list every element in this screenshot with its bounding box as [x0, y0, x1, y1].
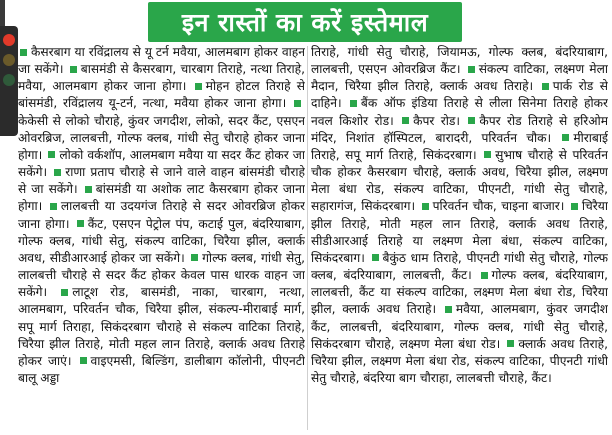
route-item: तिराहे, गांधी सेतु चौराहे, जियामऊ, गोल्फ क्लब, बंदरियाबाग, लालबत्ती, एसएन ओवरब्रिज कैंट।: [311, 45, 608, 77]
bullet-icon: [70, 66, 77, 73]
left-column: [18, 44, 305, 432]
route-item: वाइएमसी, बिल्डिंग, डालीबाग कॉलोनी, पीएनटी बालू अड्डा: [18, 353, 305, 385]
route-item: मोहन होटल तिराहे से बांसमंडी, रविंद्रालय यू-टर्न, नत्था, मवैया होकर जाना होगा।: [18, 79, 305, 111]
route-item: गोल्फ क्लब, गांधी सेतु, लालबत्ती चौराहे से सदर कैंट होकर केवल पास धारक वाहन जा सकेंगे।: [18, 250, 305, 300]
bullet-icon: [468, 117, 475, 124]
bullet-icon: [54, 169, 61, 176]
bullet-icon: [20, 49, 27, 56]
route-item: कैपर रोड तिराहे से हरिओम मंदिर, निशांत हॉस्पिटल, बारादरी, परिवर्तन चौक।: [311, 113, 608, 145]
route-item: कैपर रोड।: [413, 113, 460, 128]
bullet-icon: [350, 100, 357, 107]
route-item: मवैया, आलमबाग, कुंवर जगदीश कैंट, लालबत्ती, बंदरियाबाग, गोल्फ क्लब, गांधी सेतु चौराहे, सिकंदरबाग चौराहे, लक्ष्मण मेला बंधा रोड।: [311, 302, 608, 351]
route-item: लाटूश रोड, बासमंडी, नाका, चारबाग, नत्था, आलमबाग, परिवर्तन चौक, चिरैया झील, संकल्प-मीराबाई मार्ग, सपू मार्ग तिराहा, सिकंदरबाग चौराहे से संकल्प वाटिका तिराहे, चिरैया झील तिराहे, मोती महल लान तिराहे, क्लार्क अवध तिराहे होकर जाएं।: [18, 285, 305, 368]
bullet-icon: [372, 254, 379, 261]
amber-lamp-icon: [3, 54, 15, 66]
bullet-icon: [562, 134, 569, 141]
route-item: परिवर्तन चौक, चाइना बाजार।: [432, 199, 565, 214]
bullet-icon: [50, 203, 57, 210]
bullet-icon: [85, 186, 92, 193]
red-lamp-icon: [3, 34, 15, 46]
bullet-icon: [571, 203, 578, 210]
bullet-icon: [481, 272, 488, 279]
traffic-light-pole: [0, 0, 5, 26]
headline-banner: [148, 2, 462, 42]
bullet-icon: [80, 357, 87, 364]
left-column-text: [18, 44, 305, 387]
route-item: राणा प्रताप चौराहे से जाने वाले वाहन बांसमंडी चौराहे से जा सकेंगे।: [18, 165, 305, 197]
traffic-light-icon: [0, 26, 18, 136]
bullet-icon: [191, 254, 198, 261]
route-item: लोको वर्कशॉप, आलमबाग मवैया या सदर कैंट होकर जा सकेंगे।: [18, 147, 305, 180]
green-lamp-icon: [3, 74, 15, 86]
route-item: गोल्फ क्लब, बंदरियाबाग, लालबत्ती, कैंट या संकल्प वाटिका, लक्ष्मण मेला बंधा रोड, चिरैया झील, क्लार्क अवध तिराहे।: [311, 268, 608, 317]
bullet-icon: [445, 306, 452, 313]
route-item: पार्क रोड से दाहिने।: [311, 79, 608, 111]
bullet-icon: [195, 83, 202, 90]
route-item: केकेसी से लोको चौराहे, कुंवर जगदीश, लोको, सदर कैंट, एसएन ओवरब्रिज, लालबत्ती, गोल्फ क्लब, गांधी सेतु चौराहे होकर जाना होगा।: [18, 113, 305, 162]
bullet-icon: [468, 66, 475, 73]
bullet-icon: [484, 151, 491, 158]
route-item: संकल्प वाटिका, लक्ष्मण मेला मैदान, चिरैया झील तिराहे, क्लार्क अवध तिराहे।: [311, 62, 608, 94]
route-item: मीराबाई तिराहे, सपू मार्ग तिराहे, सिकंदरबाग।: [311, 130, 608, 162]
route-item: बासमंडी से कैसरबाग, चारबाग तिराहे, नत्था तिराहे, मवैया, आलमबाग होकर जाना होगा।: [18, 62, 305, 94]
bullet-icon: [48, 151, 55, 158]
route-item: बैंक ऑफ इंडिया तिराहे से लीला सिनेमा तिराहे होकर नवल किशोर रोड।: [311, 96, 608, 128]
bullet-icon: [77, 220, 84, 227]
route-item: कैसरबाग या रविंद्रालय से यू टर्न मवैया, आलमबाग होकर वाहन जा सकेंगे।: [18, 45, 305, 77]
bullet-icon: [294, 100, 301, 107]
column-divider: [307, 46, 308, 430]
bullet-icon: [422, 203, 429, 210]
headline-title: इन रास्तों का करें इस्तेमाल: [181, 8, 429, 37]
route-item: सुभाष चौराहे से परिवर्तन चौक होकर कैसरबाग चौराहे, क्लार्क अवध, चिरैया झील, लक्ष्मण मेला बंधा रोड, संकल्प वाटिका, पीएनटी, गांधी सेतु चौराहे, सहारागंज, सिकंदरबाग।: [311, 147, 608, 214]
bullet-icon: [507, 340, 514, 347]
bullet-icon: [542, 83, 549, 90]
route-item: चिरैया झील तिराहे, मोती महल लान तिराहे, क्लार्क अवध तिराहे, सीडीआरआई तिराहे या लक्ष्मण मेला बंधा, संकल्प वाटिका, सिकंदरबाग।: [311, 199, 608, 265]
right-column: [311, 44, 608, 432]
route-item: क्लार्क अवध तिराहे, चिरैया झील, लक्ष्मण मेला बंधा रोड, संकल्प वाटिका, पीएनटी गांधी सेतु चौराहे, बंदरिया बाग चौराहा, लालबत्ती चौराहे, कैंट।: [311, 336, 608, 385]
route-item: बैकुंठ धाम तिराहे, पीएनटी गांधी सेतु चौराहे, गोल्फ क्लब, बंदरियाबाग, लालबत्ती, कैंट।: [311, 250, 608, 283]
route-item: कैंट, एसएन पेट्रोल पंप, कटाई पुल, बंदरियाबाग, गोल्फ क्लब, गांधी सेतु, संकल्प वाटिका, चिरैया झील, क्लार्क अवध, सीडीआरआई होकर जा सकेंगे।: [18, 216, 305, 265]
bullet-icon: [61, 289, 68, 296]
bullet-icon: [402, 117, 409, 124]
route-item: लालबत्ती या उदयगंज तिराहे से सदर ओवरब्रिज होकर जाना होगा।: [18, 199, 305, 231]
route-item: बांसमंडी या अशोक लाट कैसरबाग होकर जाना होगा।: [18, 182, 305, 214]
right-column-text: [311, 44, 608, 387]
